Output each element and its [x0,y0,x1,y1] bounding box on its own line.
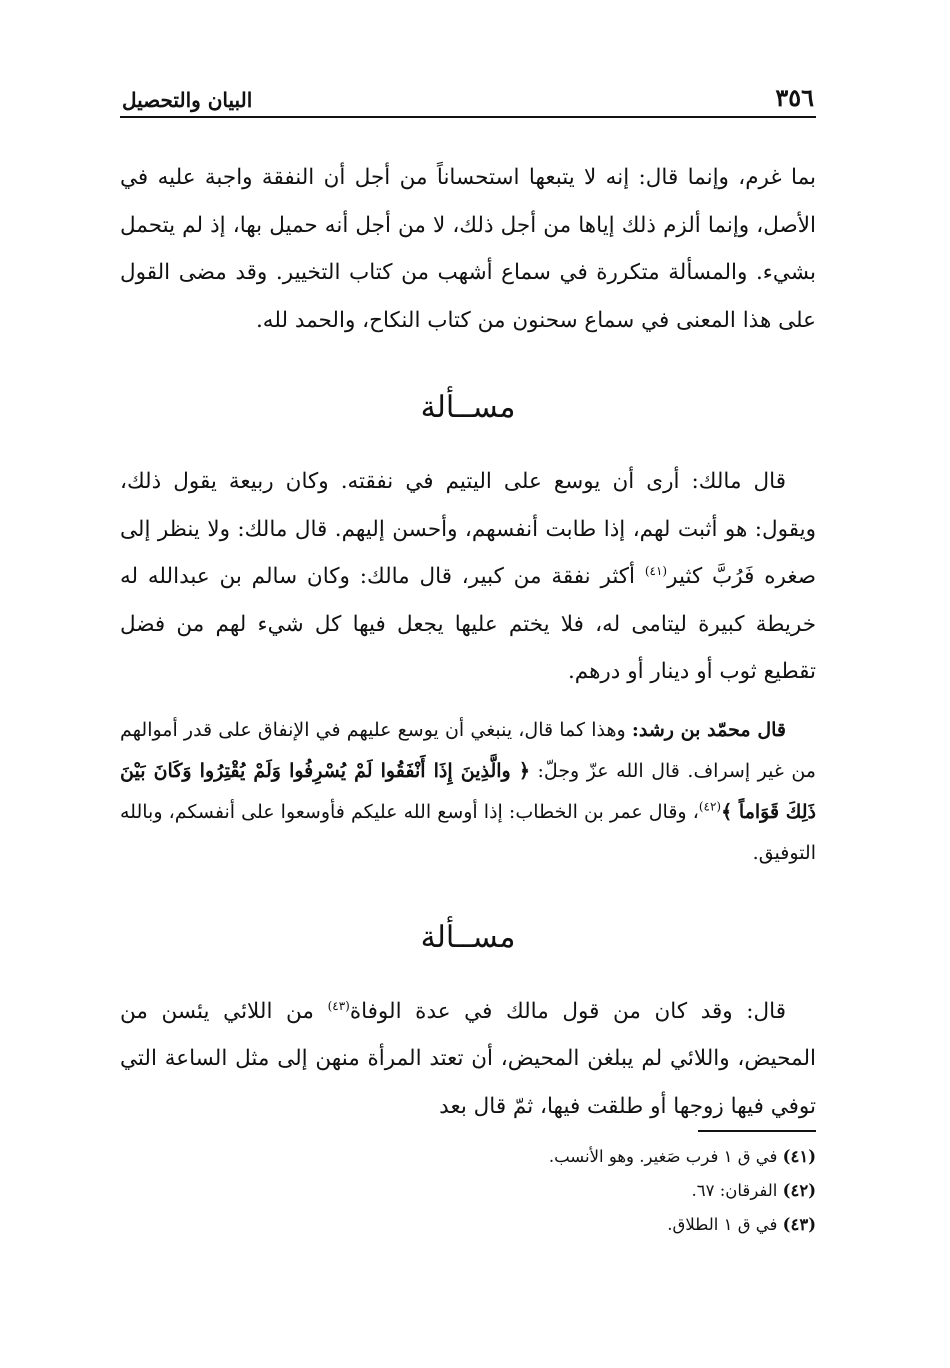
quran-verse: ﴿ والَّذِينَ إِذَا أَنْفَقُوا لَمْ يُسْرِفُوا وَلَمْ يُقْتِرُوا وَكَانَ بَيْنَ ذَلِكَ قَوَاماً ﴾ [120,759,816,823]
footnote-41 [120,1140,816,1174]
paragraph-4 [120,988,816,1131]
paragraph-2-text-b: أكثر نفقة من كبير، قال مالك: وكان سالم بن عبدالله له خريطة كبيرة ليتامى له، فلا يختم عليها يجعل فيها كل شيء لهم من فضل تقطيع ثوب أو دينار أو درهم. [120,564,816,684]
speaker-label: قال محمّد بن رشد: [631,718,786,741]
footnote-text: الفرقان: ٦٧. [691,1181,783,1200]
footnote-ref-41: (٤١) [644,563,668,578]
footnotes [120,1130,816,1242]
section-heading-1: مســألة [420,390,516,425]
footnote-number: (٤١) [782,1147,816,1166]
paragraph-2 [120,458,816,696]
footnote-number: (٤٢) [782,1181,816,1200]
page-header [120,80,816,118]
page-number: ٣٥٦ [775,83,814,112]
footnote-text: في ق ١ فرب صَغير. وهو الأنسب. [548,1147,783,1166]
page [120,80,816,1130]
section-heading-2: مســألة [420,919,516,955]
paragraph-3-text-a: وهذا كما قال، ينبغي أن يوسع عليهم في الإنفاق على قدر أموالهم من غير إسراف. قال الله عزّ وجلّ: [120,718,816,782]
footnote-43 [120,1208,816,1242]
footnote-rule [698,1130,816,1132]
footnote-text: في ق ١ الطلاق. [667,1215,783,1234]
footnote-42 [120,1174,816,1208]
paragraph-2-text-a: قال مالك: أرى أن يوسع على اليتيم في نفقته. وكان ربيعة يقول ذلك، ويقول: هو أثبت لهم، إذا طابت أنفسهم، وأحسن إليهم. قال مالك: ولا ينظر إلى صغره فَرُبَّ كثير [120,469,816,589]
paragraph-1: بما غرم، وإنما قال: إنه لا يتبعها استحساناً من أجل أن النفقة واجبة عليه في الأصل، وإنما ألزم ذلك إياها من أجل ذلك، لا من أجل أنه حميل بها، إذ لم يتحمل بشيء. والمسألة متكررة في سماع أشهب من كتاب التخيير. وقد مضى القول على هذا المعنى في سماع سحنون من كتاب النكاح، والحمد لله. [120,165,816,333]
paragraph-3-text-b: ، وقال عمر بن الخطاب: إذا أوسع الله عليكم فأوسعوا على أنفسكم، وبالله التوفيق. [120,800,816,864]
footnote-number: (٤٣) [782,1215,816,1234]
footnote-ref-42: (٤٢) [698,799,722,814]
paragraph-3 [120,710,816,874]
paragraph-4-text-a: قال: وقد كان من قول مالك في عدة الوفاة [349,998,786,1024]
running-title: البيان والتحصيل [122,88,253,112]
paragraph-4-text-b: من اللائي يئسن من المحيض، واللائي لم يبلغن المحيض، أن تعتد المرأة منهن إلى مثل الساعة التي توفي فيها زوجها أو طلقت فيها، ثمّ قال بعد [120,998,816,1119]
footnote-ref-43: (٤٣) [327,998,350,1013]
